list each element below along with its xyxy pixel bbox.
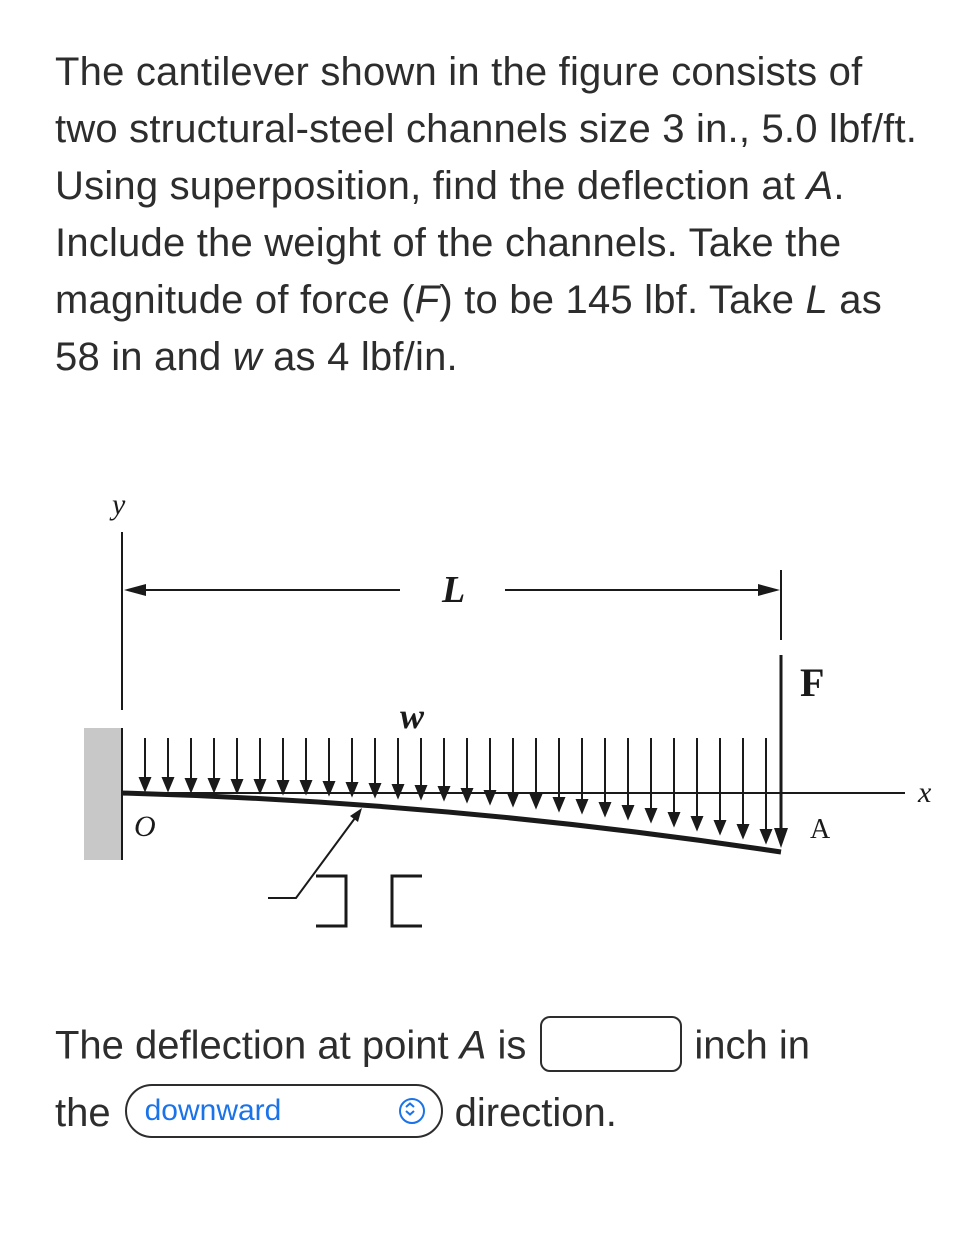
problem-text-part: as 4 lbf/in.	[261, 335, 458, 379]
up-down-chevron-icon	[399, 1098, 425, 1124]
problem-statement	[55, 44, 935, 386]
problem-text-part: ) to be 145 lbf. Take	[439, 278, 806, 322]
deflection-input[interactable]	[540, 1016, 682, 1072]
variable-l: L	[805, 278, 828, 322]
direction-select-value: downward	[144, 1094, 282, 1128]
load-label: w	[400, 696, 425, 736]
point-a-label: A	[810, 814, 831, 845]
problem-text-part: . Include the weight of the channels. Take the magnitude of force (	[55, 164, 845, 322]
cantilever-figure	[70, 480, 950, 950]
answer-prefix: The deflection at point	[55, 1023, 460, 1068]
answer-line2-end: direction.	[454, 1091, 617, 1135]
length-label: L	[442, 569, 466, 611]
variable-a: A	[806, 164, 834, 208]
answer-line-2	[55, 1088, 617, 1142]
unit-text: inch in	[694, 1023, 811, 1068]
variable-f: F	[414, 278, 440, 322]
wall-support	[84, 728, 122, 860]
x-axis-label: x	[918, 776, 932, 809]
problem-text-part: The cantilever shown in the figure consists of two structural-steel channels size 3 in., 5.0 lbf/ft. Using superposition, find the deflection at	[55, 50, 918, 208]
y-axis-label: y	[112, 488, 126, 521]
distributed-load-arrows	[140, 738, 771, 842]
answer-line-1	[55, 1020, 810, 1076]
channel-section-icon	[316, 876, 422, 926]
problem-text-part: as 58 in and	[55, 278, 882, 379]
answer-line2-start: the	[55, 1091, 111, 1135]
deflected-beam	[122, 793, 781, 852]
force-label: F	[800, 660, 825, 705]
direction-select[interactable]	[125, 1084, 443, 1138]
variable-w: w	[232, 335, 262, 379]
answer-variable-a: A	[459, 1023, 487, 1068]
answer-prefix-end: is	[486, 1023, 527, 1068]
origin-label: O	[134, 810, 156, 843]
